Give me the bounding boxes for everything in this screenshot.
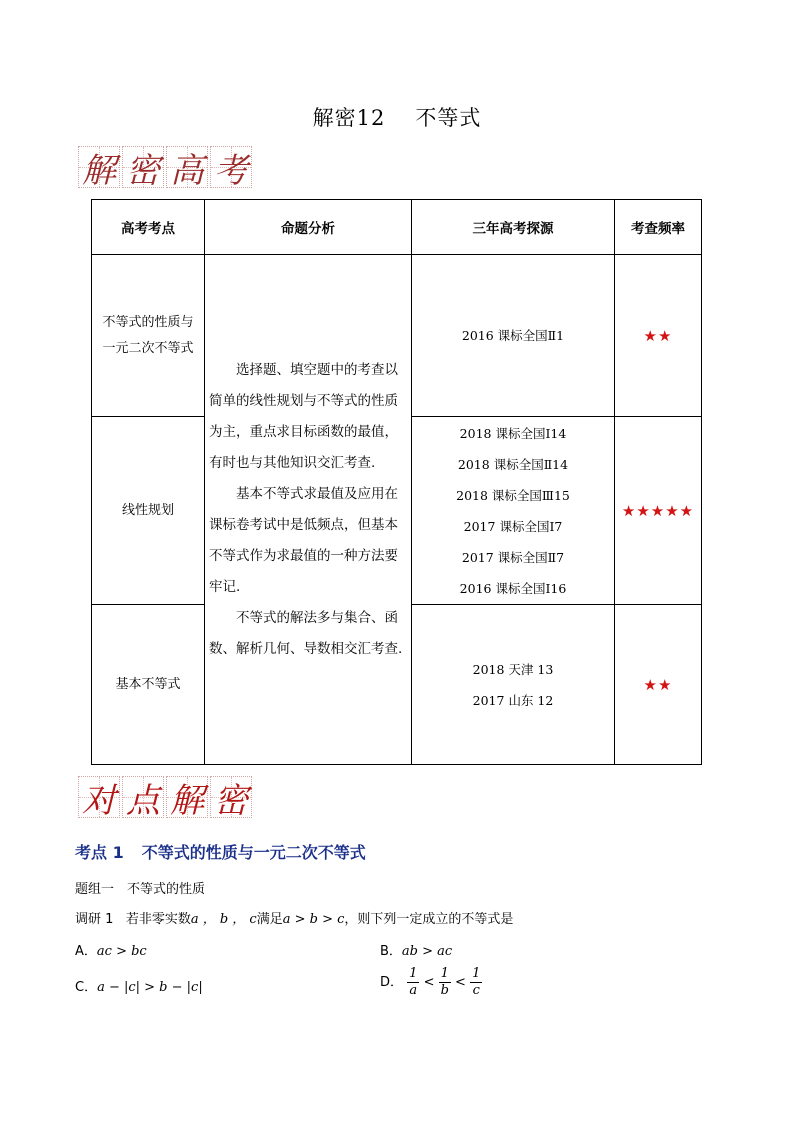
banner-glyph: 密 [122,146,164,188]
source-cell: 2018 天津 13 2017 山东 12 [412,605,615,765]
frequency-stars: ★★ [615,605,702,765]
banner-glyph: 对 [78,776,120,818]
banner-duidian-jiemi [78,776,252,821]
analysis-cell [205,255,412,765]
table-row [92,255,702,417]
banner-glyph: 点 [122,776,164,818]
analysis-paragraph: 不等式的解法多与集合、函数、解析几何、导数相交汇考查. [209,609,403,657]
banner-glyph: 高 [166,146,208,188]
frequency-stars: ★★★★★ [615,417,702,605]
exam-analysis-table [91,199,702,765]
topic-cell: 基本不等式 [92,605,205,765]
source-cell: 2016 课标全国Ⅱ1 [412,255,615,417]
option-d[interactable]: D． $\frac{1}{a}$ < $\frac{1}{b}$ < $\frac{1}{c}$ [380,966,481,998]
question-stem: 调研 1 若非零实数a ， b ， c满足a > b > c，则下列一定成立的不等式是 [75,912,514,927]
table-header-row [92,200,702,255]
banner-glyph: 考 [210,146,252,188]
frequency-stars: ★★ [615,255,702,417]
banner-glyph: 密 [210,776,252,818]
title-topic: 不等式 [415,106,482,130]
fraction: $\frac{1}{b}$ [440,966,449,998]
page-title [0,102,794,132]
analysis-paragraph: 基本不等式求最值及应用在课标卷考试中是低频点，但基本不等式作为求最值的一种方法要牢记. [209,485,398,595]
option-a[interactable]: A．ac > bc [75,944,147,959]
banner-jiemi-gaokao [78,146,252,191]
title-number: 12 [356,106,386,130]
banner-glyph: 解 [78,146,120,188]
header-cell: 高考考点 [92,200,205,255]
title-prefix: 解密 [312,106,357,130]
topic-cell: 线性规划 [92,417,205,605]
header-cell: 考查频率 [615,200,702,255]
option-b[interactable]: B．ab > ac [380,944,453,959]
source-cell: 2018 课标全国Ⅰ14 2018 课标全国Ⅱ14 2018 课标全国Ⅲ15 2017 课标全国Ⅰ7 2017 课标全国Ⅱ7 2016 课标全国Ⅰ16 [412,417,615,605]
header-cell: 三年高考探源 [412,200,615,255]
fraction: $\frac{1}{c}$ [472,966,481,998]
banner-glyph: 解 [166,776,208,818]
analysis-paragraph: 选择题、填空题中的考查以简单的线性规划与不等式的性质为主，重点求目标函数的最值，有时也与其他知识交汇考查. [209,361,398,471]
header-cell: 命题分析 [205,200,412,255]
topic-cell: 不等式的性质与 一元二次不等式 [92,255,205,417]
section-heading: 考点 1 不等式的性质与一元二次不等式 [75,843,366,862]
fraction: $\frac{1}{a}$ [409,966,418,998]
question-group-label: 题组一 不等式的性质 [75,882,206,897]
option-c[interactable]: C．a − |c| > b − |c| [75,980,203,995]
